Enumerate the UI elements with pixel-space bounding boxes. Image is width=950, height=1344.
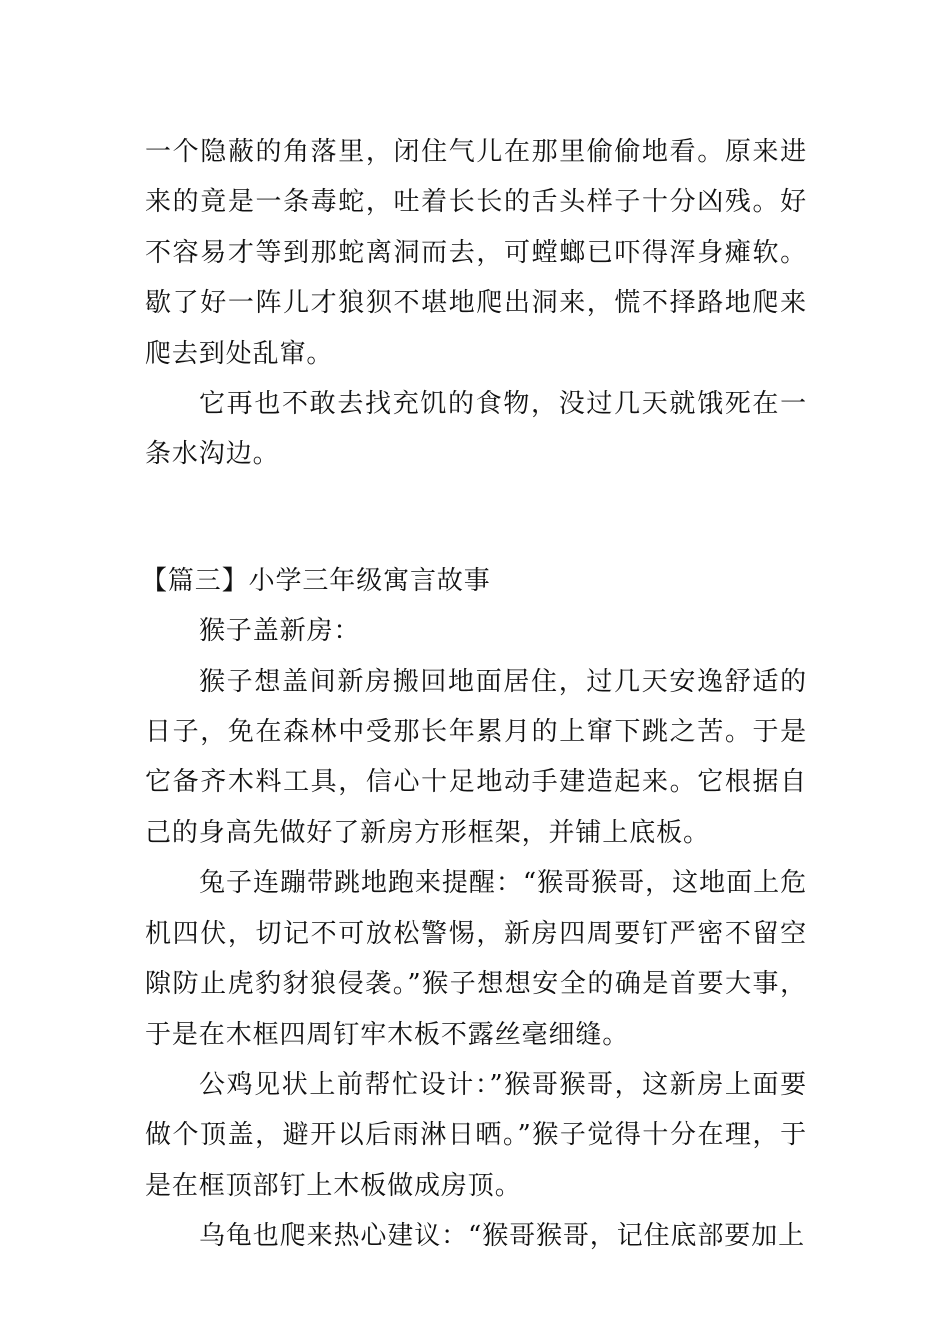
document-page bbox=[141, 127, 807, 1262]
section-title: 【篇三】小学三年级寓言故事 bbox=[141, 565, 491, 596]
story-title: 猴子盖新房： bbox=[199, 616, 361, 647]
story-paragraph: 兔子连蹦带跳地跑来提醒：“猴哥猴哥，这地面上危机四伏，切记不可放松警惕，新房四周要钉严密不留空隙防止虎豹豺狼侵袭。”猴子想想安全的确是首要大事，于是在木框四周钉牢木板不露丝毫细缝。 bbox=[145, 868, 807, 1050]
paragraph-ending: 它再也不敢去找充饥的食物，没过几天就饿死在一条水沟边。 bbox=[145, 389, 807, 470]
story-paragraph: 猴子想盖间新房搬回地面居住，过几天安逸舒适的日子，免在森林中受那长年累月的上窜下跳之苦。于是它备齐木料工具，信心十足地动手建造起来。它根据自己的身高先做好了新房方形框架，并铺上底板。 bbox=[145, 666, 807, 848]
story-paragraph: 乌龟也爬来热心建议：“猴哥猴哥，记住底部要加上 bbox=[199, 1221, 805, 1252]
paragraph-continued: 一个隐蔽的角落里，闭住气儿在那里偷偷地看。原来进来的竟是一条毒蛇，吐着长长的舌头样子十分凶残。好不容易才等到那蛇离洞而去，可螳螂已吓得浑身瘫软。歇了好一阵儿才狼狈不堪地爬出洞来，慌不择路地爬来爬去到处乱窜。 bbox=[145, 137, 807, 369]
section-gap bbox=[145, 480, 807, 556]
story-paragraph: 公鸡见状上前帮忙设计：”猴哥猴哥，这新房上面要做个顶盖，避开以后雨淋日晒。”猴子觉得十分在理，于是在框顶部钉上木板做成房顶。 bbox=[145, 1069, 807, 1201]
